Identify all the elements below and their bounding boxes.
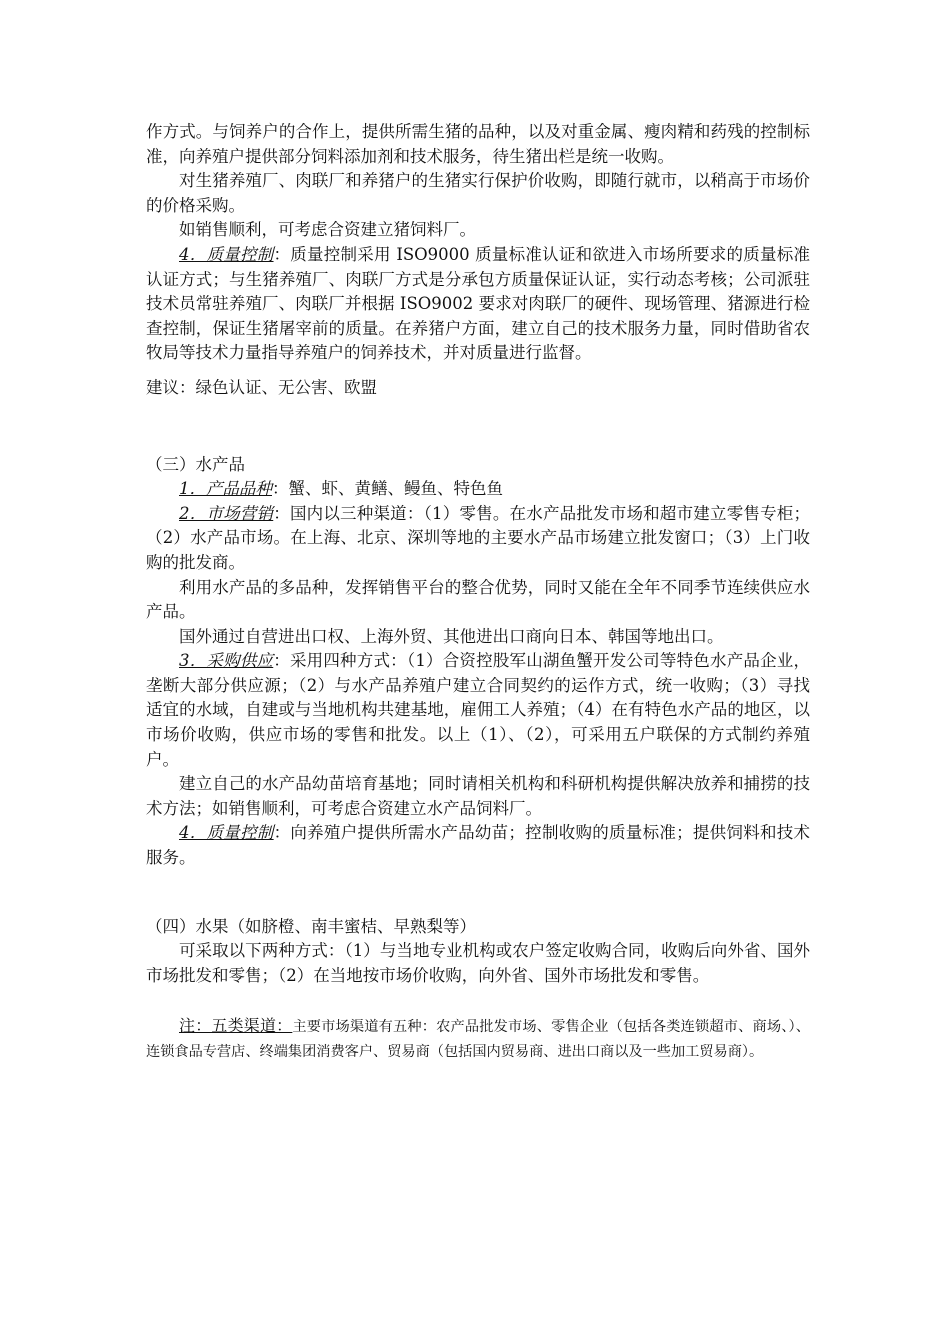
channels-note-text: 主要市场渠道有五种：农产品批发市场、零售企业（包括各类连锁超市、商场、）、连锁食品专营店、终端集团消费客户、贸易商（包括国内贸易商、进出口商以及一些加工贸易商）。 (146, 1019, 810, 1060)
pig-quality-control-text: ：质量控制采用 ISO9000 质量标准认证和欲进入市场所要求的质量标准认证方式；与生猪养殖厂、肉联厂方式是分承包方质量保证认证，实行动态考核；公司派驻技术员常驻养殖厂、肉联厂并根据 ISO9002 要求对肉联厂的硬件、现场管理、猪源进行检查控制，保证生猪屠宰前的质量。在养猪户方面，建立自己的技术服务力量，同时借助省农牧局等技术力量指导养殖户的饲养技术，并对质量进行监督。 (146, 244, 810, 363)
aquatic-purchase-paragraph (146, 649, 810, 772)
pig-quality-control-paragraph (146, 243, 810, 366)
spacer (146, 366, 810, 376)
aquatic-quality-control-text: ：向养殖户提供所需水产品幼苗；控制收购的质量标准；提供饲料和技术服务。 (146, 823, 811, 868)
aquatic-variety-text: ：蟹、虾、黄鳝、鳗鱼、特色鱼 (272, 479, 503, 499)
fruit-methods-paragraph: 可采取以下两种方式：（1）与当地专业机构或农户签定收购合同，收购后向外省、国外市场批发和零售；（2）在当地按市场价收购，向外省、国外市场批发和零售。 (146, 941, 810, 985)
spacer (146, 401, 810, 453)
pig-quality-control-label: 4．质量控制 (179, 244, 274, 264)
aquatic-variety-label: 1．产品品种 (179, 479, 272, 499)
document-page (146, 120, 810, 1064)
aquatic-quality-control-label: 4．质量控制 (179, 823, 274, 843)
channels-note (146, 1014, 810, 1064)
channels-note-label: 注：五类渠道： (179, 1016, 293, 1036)
aquatic-purchase-label: 3．采购供应 (179, 651, 274, 671)
fruit-section-heading: （四）水果（如脐橙、南丰蜜桔、早熟梨等） (146, 916, 476, 936)
aquatic-quality-control-paragraph (146, 821, 810, 870)
aquatic-seedling-base-paragraph: 建立自己的水产品幼苗培育基地；同时请相关机构和科研机构提供解决放养和捕捞的技术方法；如销售顺利，可考虑合资建立水产品饲料厂。 (146, 774, 810, 818)
pig-paragraph-feed-plant: 如销售顺利，可考虑合资建立猪饲料厂。 (179, 220, 476, 240)
aquatic-purchase-text: ：采用四种方式：（1）合资控股军山湖鱼蟹开发公司等特色水产品企业，垄断大部分供应源；（2）与水产品养殖户建立合同契约的运作方式，统一收购；（3）寻找适宜的水域，自建或与当地机构共建基地，雇佣工人养殖；（4）在有特色水产品的地区，以市场价收购，供应市场的零售和批发。以上（1）、（2），可采用五户联保的方式制约养殖户。 (146, 651, 811, 769)
aquatic-marketing-text: ：国内以三种渠道：（1）零售。在水产品批发市场和超市建立零售专柜；（2）水产品市场。在上海、北京、深圳等地的主要水产品市场建立批发窗口；（3）上门收购的批发商。 (146, 503, 811, 572)
aquatic-marketing-label: 2．市场营销 (179, 503, 274, 523)
aquatic-section-heading: （三）水产品 (146, 454, 245, 474)
aquatic-export-paragraph: 国外通过自营进出口权、上海外贸、其他进出口商向日本、韩国等地出口。 (179, 626, 724, 646)
aquatic-marketing-paragraph (146, 502, 810, 576)
pig-suggestion: 建议：绿色认证、无公害、欧盟 (146, 377, 377, 397)
spacer (146, 988, 810, 1014)
aquatic-multi-variety-paragraph: 利用水产品的多品种，发挥销售平台的整合优势，同时又能在全年不同季节连续供应水产品。 (146, 577, 810, 622)
spacer (146, 871, 810, 915)
pig-paragraph-protective-price: 对生猪养殖厂、肉联厂和养猪户的生猪实行保护价收购，即随行就市，以稍高于市场价的价格采购。 (146, 171, 810, 215)
pig-paragraph-cooperation: 作方式。与饲养户的合作上，提供所需生猪的品种，以及对重金属、瘦肉精和药残的控制标准，向养殖户提供部分饲料添加剂和技术服务，待生猪出栏是统一收购。 (146, 122, 810, 166)
aquatic-variety-paragraph (146, 477, 810, 502)
